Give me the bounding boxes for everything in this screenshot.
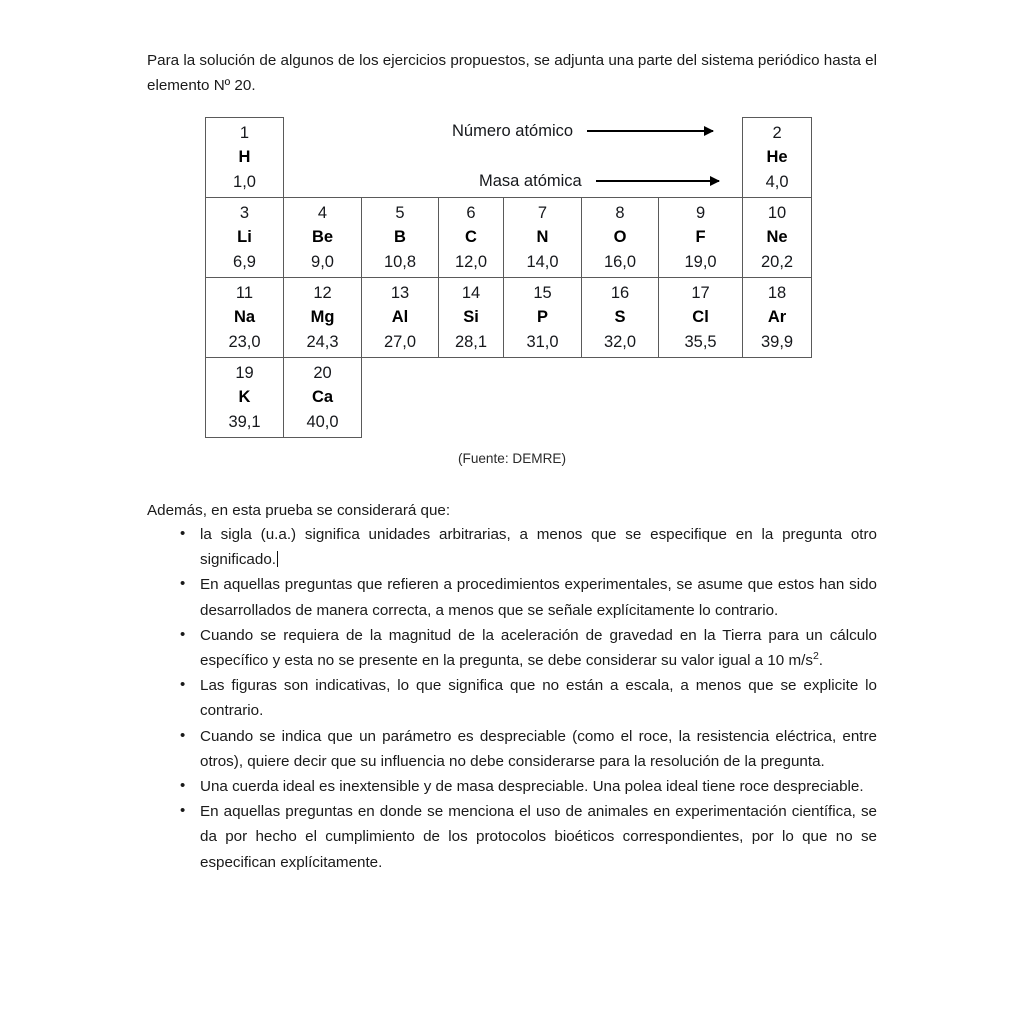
element-cell-na[interactable] (206, 278, 284, 358)
source-caption: (Fuente: DEMRE) (457, 451, 567, 466)
atomic-number: 12 (313, 284, 332, 302)
atomic-number: 13 (390, 284, 410, 302)
arrow-right-icon (596, 180, 719, 182)
element-symbol: He (766, 148, 788, 166)
atomic-number: 1 (239, 124, 250, 142)
atomic-number: 17 (691, 284, 710, 302)
element-cell-b[interactable] (362, 198, 439, 278)
element-cell-be[interactable] (284, 198, 362, 278)
element-symbol: F (695, 228, 706, 246)
element-symbol: K (238, 388, 251, 406)
atomic-number: 18 (767, 284, 787, 302)
atomic-mass: 40,0 (306, 413, 339, 431)
atomic-mass: 16,0 (603, 253, 637, 271)
atomic-mass: 28,1 (454, 333, 488, 351)
element-symbol: H (238, 148, 251, 166)
element-cell-k[interactable] (206, 358, 284, 438)
atomic-number: 6 (466, 204, 476, 222)
element-cell-p[interactable] (504, 278, 582, 358)
atomic-mass: 24,3 (306, 333, 339, 351)
atomic-number: 16 (610, 284, 630, 302)
arrow-right-icon (587, 130, 713, 132)
atomic-mass: 27,0 (383, 333, 417, 351)
atomic-number: 9 (695, 204, 706, 222)
rules-list (147, 522, 877, 875)
atomic-number: 3 (239, 204, 250, 222)
empty-area (362, 358, 812, 438)
element-symbol: S (614, 308, 626, 326)
atomic-number: 14 (461, 284, 481, 302)
element-symbol: O (613, 228, 627, 246)
element-cell-o[interactable] (582, 198, 659, 278)
element-symbol: P (536, 308, 548, 326)
element-cell-he[interactable] (743, 118, 812, 198)
atomic-mass: 10,8 (383, 253, 417, 271)
element-cell-li[interactable] (206, 198, 284, 278)
list-item (147, 522, 877, 572)
element-symbol: Ar (767, 308, 787, 326)
list-item (147, 673, 877, 723)
superscript-exponent: 2 (812, 649, 819, 662)
atomic-number: 10 (767, 204, 787, 222)
element-symbol: Cl (692, 308, 709, 326)
periodic-table-grid (205, 117, 812, 438)
element-cell-ca[interactable] (284, 358, 362, 438)
element-cell-f[interactable] (659, 198, 743, 278)
element-symbol: Mg (310, 308, 335, 326)
periodic-table-row (206, 118, 812, 198)
element-cell-si[interactable] (439, 278, 504, 358)
element-symbol: N (536, 228, 549, 246)
element-symbol: C (465, 228, 477, 246)
atomic-mass: 19,0 (684, 253, 717, 271)
periodic-table-row (206, 278, 812, 358)
element-cell-ne[interactable] (743, 198, 812, 278)
element-symbol: Si (463, 308, 479, 326)
atomic-number: 7 (537, 204, 548, 222)
element-cell-al[interactable] (362, 278, 439, 358)
atomic-number: 19 (235, 364, 254, 382)
element-cell-ar[interactable] (743, 278, 812, 358)
rule-text: En aquellas preguntas en donde se menciona el uso de animales en experimentación científica, se da por hecho el cumplimiento de los protocolos bioéticos correspondientes, por lo que no se especifican explícitamente. (200, 803, 877, 871)
list-item (147, 623, 877, 673)
element-symbol: Li (237, 228, 252, 246)
rule-text: Cuando se indica que un parámetro es despreciable (como el roce, la resistencia eléctrica, entre otros), quiere decir que su influencia no debe considerarse para la resolución de la pregunta. (200, 727, 877, 770)
rule-text: la sigla (u.a.) significa unidades arbitrarias, a menos que se especifique en la pregunta otro significado. (200, 526, 877, 569)
list-item (147, 799, 877, 875)
atomic-number: 4 (317, 204, 328, 222)
element-symbol: Be (311, 228, 334, 246)
element-symbol: B (394, 228, 406, 246)
atomic-number: 2 (772, 124, 782, 142)
element-symbol: Ne (766, 228, 788, 246)
element-cell-c[interactable] (439, 198, 504, 278)
atomic-mass: 1,0 (233, 173, 256, 191)
atomic-number: 8 (615, 204, 625, 222)
atomic-number: 11 (235, 284, 254, 302)
atomic-mass: 20,2 (761, 253, 794, 271)
list-item (147, 724, 877, 774)
list-lead-in: Además, en esta prueba se considerará que: (147, 502, 451, 519)
rule-text: Las figuras son indicativas, lo que significa que no están a escala, a menos que se explicite lo contrario. (200, 677, 877, 720)
atomic-mass: 31,0 (526, 333, 559, 351)
atomic-mass: 39,9 (761, 333, 794, 351)
list-item (147, 572, 877, 622)
atomic-mass: 14,0 (526, 253, 559, 271)
element-cell-cl[interactable] (659, 278, 743, 358)
atomic-mass: 9,0 (311, 253, 334, 271)
periodic-table-row (206, 198, 812, 278)
periodic-table-row (206, 358, 812, 438)
element-cell-n[interactable] (504, 198, 582, 278)
legend-atomic-mass (479, 172, 719, 191)
atomic-mass: 6,9 (233, 253, 256, 271)
legend-area (284, 118, 743, 198)
atomic-mass: 12,0 (454, 253, 488, 271)
element-cell-mg[interactable] (284, 278, 362, 358)
element-cell-s[interactable] (582, 278, 659, 358)
atomic-mass: 32,0 (603, 333, 637, 351)
rule-text: En aquellas preguntas que refieren a procedimientos experimentales, se asume que estos han sido desarrollados de manera correcta, a menos que se señale explícitamente lo contrario. (200, 576, 877, 619)
atomic-number: 5 (395, 204, 405, 222)
rule-text-tail: . (818, 652, 824, 670)
atomic-mass: 35,5 (684, 333, 717, 351)
atomic-mass: 23,0 (228, 333, 261, 351)
rule-text: Una cuerda ideal es inextensible y de masa despreciable. Una polea ideal tiene roce despreciable. (200, 778, 864, 796)
rule-text: Cuando se requiera de la magnitud de la aceleración de gravedad en la Tierra para un cálculo específico y esta no se presente en la pregunta, se debe considerar su valor igual a 10 m/s (200, 626, 877, 670)
legend-atomic-number (452, 122, 713, 141)
legend-atomic-number-label: Número atómico (452, 121, 574, 140)
element-cell-h[interactable] (206, 118, 284, 198)
intro-paragraph: Para la solución de algunos de los ejercicios propuestos, se adjunta una parte del sistema periódico hasta el elemento Nº 20. (147, 52, 877, 95)
element-symbol: Al (391, 308, 409, 326)
atomic-mass: 4,0 (765, 173, 789, 191)
element-symbol: Ca (311, 388, 334, 406)
legend-atomic-mass-label: Masa atómica (479, 171, 582, 190)
text-caret (277, 551, 279, 567)
atomic-mass: 39,1 (228, 413, 261, 431)
list-item (147, 774, 877, 799)
atomic-number: 20 (313, 364, 332, 382)
atomic-number: 15 (533, 284, 552, 302)
element-symbol: Na (233, 308, 256, 326)
periodic-table (205, 117, 811, 442)
